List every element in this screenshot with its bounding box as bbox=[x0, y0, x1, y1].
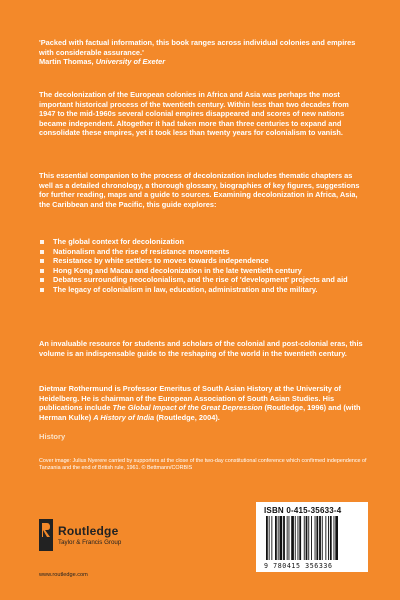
book-title-1: The Global Impact of the Great Depression bbox=[112, 403, 263, 413]
quote-author: Martin Thomas, bbox=[39, 57, 94, 67]
list-item: Hong Kong and Macau and decolonization in the late twentieth century bbox=[39, 266, 369, 276]
list-item: Resistance by white settlers to moves towards independence bbox=[39, 256, 369, 266]
publisher-logo bbox=[39, 519, 121, 551]
isbn-label: ISBN 0-415-35633-4 bbox=[264, 506, 342, 515]
list-item: The global context for decolonization bbox=[39, 237, 369, 247]
quote-text: 'Packed with factual information, this book ranges across individual colonies and empires with considerable assurance.' bbox=[39, 38, 356, 57]
author-bio-text: Dietmar Rothermund is Professor Emeritus of South Asian History at the University of Heidelberg. He is chairman of the European Association of South Asian Studies. His publications include bbox=[39, 384, 341, 413]
publisher-url[interactable]: www.routledge.com bbox=[39, 572, 88, 578]
topics-list bbox=[39, 237, 369, 295]
author-bio-text: (Routledge, 1996) and (with Herman Kulke) bbox=[39, 403, 361, 422]
author-bio bbox=[39, 384, 365, 422]
description-paragraph-3: An invaluable resource for students and scholars of the colonial and post-colonial eras, this volume is an indispensable guide to the reshaping of the world in the twentieth century. bbox=[39, 339, 363, 358]
list-item: Debates surrounding neocolonialism, and the rise of 'development' projects and aid bbox=[39, 275, 369, 285]
description-paragraph-2: This essential companion to the process of decolonization includes thematic chapters as well as a detailed chronology, a thorough glossary, biographies of key figures, suggestions for further reading, maps and a guide to sources. Examining decolonization in Africa, Asia, the Caribbean and the Pacific, this guide explores: bbox=[39, 171, 360, 209]
isbn-barcode bbox=[256, 502, 368, 572]
subject-category: History bbox=[39, 432, 66, 441]
publisher-subtitle: Taylor & Francis Group bbox=[58, 539, 122, 546]
list-item: Nationalism and the rise of resistance movements bbox=[39, 247, 369, 257]
quote-affiliation: University of Exeter bbox=[95, 57, 166, 67]
barcode-number: 9 780415 356336 bbox=[264, 562, 333, 570]
review-quote bbox=[39, 38, 365, 67]
cover-image-caption: Cover image: Julius Nyerere carried by supporters at the close of the two-day constitutional conference which confirmed independence of Tanzania and the end of British rule, 1961. © Bettmann/CORBIS bbox=[39, 458, 367, 471]
book-title-2: A History of India bbox=[93, 412, 155, 422]
list-item: The legacy of colonialism in law, education, administration and the military. bbox=[39, 285, 369, 295]
barcode-icon bbox=[264, 516, 360, 562]
description-paragraph-1: The decolonization of the European colonies in Africa and Asia was perhaps the most important historical process of the twentieth century. Within less than two decades from 1947 to the mid-1960s several colonial empires disappeared and scores of new nations became independent. Altogether it had taken more than three centuries to expand and consolidate these empires, yet it took less than twenty years for colonialism to vanish. bbox=[39, 90, 349, 138]
publisher-name: Routledge bbox=[58, 524, 119, 538]
routledge-logo-icon bbox=[39, 519, 53, 551]
author-bio-text: (Routledge, 2004). bbox=[154, 412, 220, 422]
